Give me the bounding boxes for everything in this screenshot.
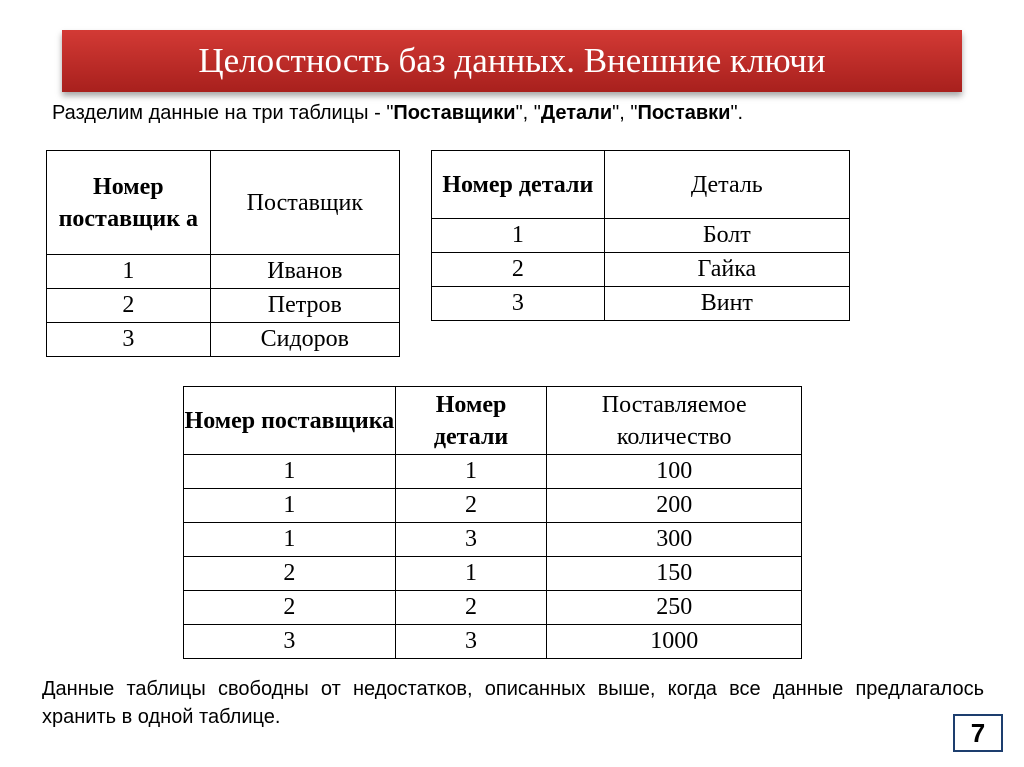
cell-supplier-number: 2 <box>184 591 396 625</box>
cell-part-number: 3 <box>395 625 547 659</box>
header-quantity: Поставляемое количество <box>547 387 802 455</box>
table-row <box>184 455 802 489</box>
cell-part-number: 2 <box>395 591 547 625</box>
page-number: 7 <box>953 714 1003 752</box>
footer-text: Данные таблицы свободны от недостатков, описанных выше, когда все данные предлагалось хранить в одной таблице. <box>42 678 984 728</box>
header-supplier: Поставщик <box>210 151 399 255</box>
cell-part-number: 1 <box>432 219 605 253</box>
cell-quantity: 100 <box>547 455 802 489</box>
parts-table <box>431 150 850 321</box>
intro-prefix: Разделим данные на три таблицы - " <box>52 102 394 124</box>
cell-supplier-number: 1 <box>184 523 396 557</box>
table-row <box>432 219 850 253</box>
header-supplier-number: Номер поставщик а <box>47 151 211 255</box>
cell-supplier-name: Петров <box>210 289 399 323</box>
table-header-row <box>432 151 850 219</box>
intro-table-suppliers: Поставщики <box>393 102 516 124</box>
table-row <box>184 591 802 625</box>
intro-suffix: ". <box>730 102 744 124</box>
cell-quantity: 150 <box>547 557 802 591</box>
intro-sep-2: ", " <box>612 102 638 124</box>
intro-text <box>52 102 743 125</box>
cell-part-name: Винт <box>604 287 849 321</box>
header-part: Деталь <box>604 151 849 219</box>
cell-supplier-number: 2 <box>184 557 396 591</box>
deliveries-table <box>183 386 802 659</box>
cell-supplier-name: Иванов <box>210 255 399 289</box>
table-row <box>184 557 802 591</box>
cell-part-number: 1 <box>395 455 547 489</box>
cell-part-number: 1 <box>395 557 547 591</box>
cell-part-name: Гайка <box>604 253 849 287</box>
cell-part-number: 3 <box>432 287 605 321</box>
table-header-row <box>184 387 802 455</box>
table-header-row <box>47 151 400 255</box>
table-row <box>184 523 802 557</box>
cell-supplier-number: 1 <box>184 489 396 523</box>
cell-supplier-number: 1 <box>47 255 211 289</box>
table-row <box>432 253 850 287</box>
header-supplier-number: Номер поставщика <box>184 387 396 455</box>
table-row <box>47 255 400 289</box>
table-row <box>47 289 400 323</box>
table-row <box>432 287 850 321</box>
cell-part-number: 2 <box>432 253 605 287</box>
header-part-number: Номер детали <box>432 151 605 219</box>
cell-supplier-number: 1 <box>184 455 396 489</box>
cell-part-number: 3 <box>395 523 547 557</box>
cell-supplier-number: 3 <box>184 625 396 659</box>
cell-quantity: 1000 <box>547 625 802 659</box>
header-part-number: Номер детали <box>395 387 547 455</box>
cell-quantity: 200 <box>547 489 802 523</box>
cell-quantity: 300 <box>547 523 802 557</box>
intro-table-parts: Детали <box>540 102 613 124</box>
cell-supplier-number: 3 <box>47 323 211 357</box>
table-row <box>184 625 802 659</box>
intro-sep-1: ", " <box>515 102 541 124</box>
cell-supplier-name: Сидоров <box>210 323 399 357</box>
table-row <box>184 489 802 523</box>
table-row <box>47 323 400 357</box>
slide-title: Целостность баз данных. Внешние ключи <box>62 30 962 92</box>
suppliers-table <box>46 150 400 357</box>
intro-table-deliveries: Поставки <box>637 102 731 124</box>
cell-part-number: 2 <box>395 489 547 523</box>
cell-supplier-number: 2 <box>47 289 211 323</box>
cell-quantity: 250 <box>547 591 802 625</box>
cell-part-name: Болт <box>604 219 849 253</box>
